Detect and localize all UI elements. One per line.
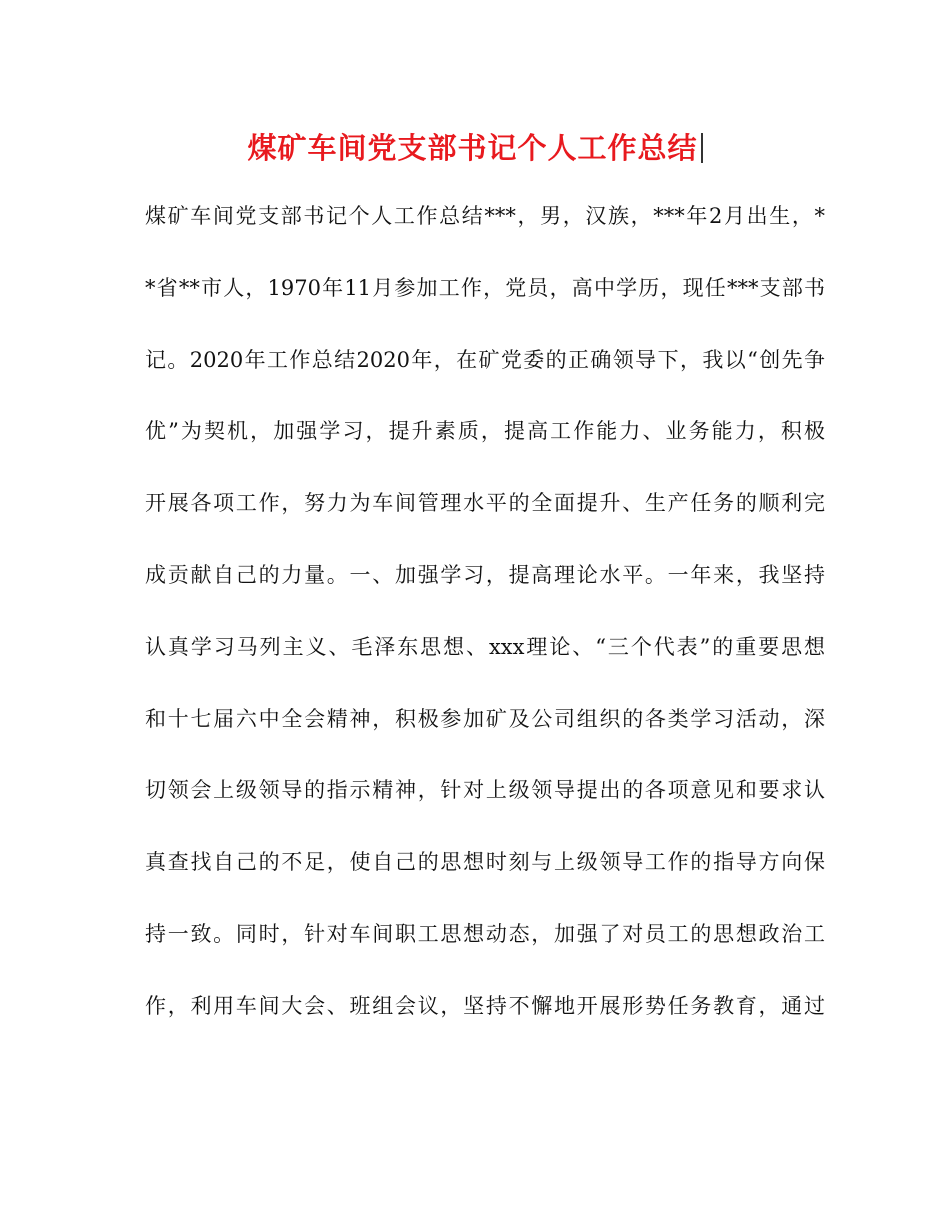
body-line: 优”为契机，加强学习，提升素质，提高工作能力、业务能力，积极: [145, 419, 825, 444]
body-line: 持一致。同时，针对车间职工思想动态，加强了对员工的思想政治工: [145, 921, 825, 946]
body-line: 真查找自己的不足，使自己的思想时刻与上级领导工作的指导方向保: [145, 850, 825, 875]
body-line: 作，利用车间大会、班组会议，坚持不懈地开展形势任务教育，通过: [145, 993, 825, 1018]
body-line: 煤矿车间党支部书记个人工作总结***，男，汉族，***年2月出生，*: [145, 204, 825, 228]
body-line: 记。2020年工作总结2020年，在矿党委的正确领导下，我以“创先争: [145, 347, 825, 372]
body-line: 开展各项工作，努力为车间管理水平的全面提升、生产任务的顺利完: [145, 491, 825, 516]
document-title: 煤矿车间党支部书记个人工作总结: [247, 131, 698, 165]
body-line: 和十七届六中全会精神，积极参加矿及公司组织的各类学习活动，深: [145, 706, 825, 731]
body-line: *省**市人，1970年11月参加工作，党员，高中学历，现任***支部书: [145, 275, 825, 300]
document-title-row: [0, 128, 950, 168]
document-body: [145, 196, 825, 1058]
text-cursor: [701, 133, 703, 163]
body-line: 认真学习马列主义、毛泽东思想、xxx理论、“三个代表”的重要思想: [145, 634, 825, 659]
body-line: 成贡献自己的力量。一、加强学习，提高理论水平。一年来，我坚持: [145, 562, 825, 587]
body-line: 切领会上级领导的指示精神，针对上级领导提出的各项意见和要求认: [145, 778, 825, 803]
